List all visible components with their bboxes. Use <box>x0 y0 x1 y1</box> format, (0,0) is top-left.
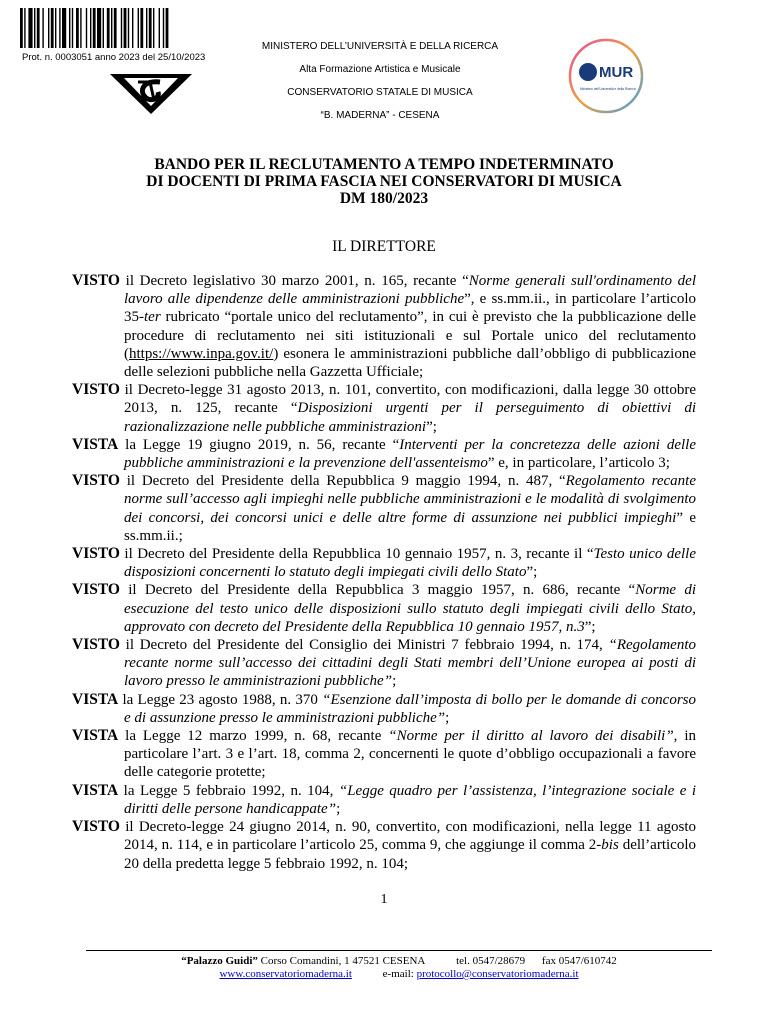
barcode-bar <box>138 8 139 48</box>
recital-text: Testo unico delle disposizioni concernenti lo statuto degli impiegati civili dello Stato <box>124 546 697 581</box>
footer-building: “Palazzo Guidi” <box>181 955 258 967</box>
recital-text: il Decreto-legge 31 agosto 2013, n. 101, convertito, con modificazioni, dalla legge 30 ottobre 2013, n. 125, recante “ <box>119 382 696 417</box>
barcode-bar <box>111 8 112 48</box>
recital-keyword: VISTO <box>72 545 120 563</box>
recital-text: ”; <box>526 564 538 581</box>
footer-divider <box>86 950 712 951</box>
recital-text: la Legge 23 agosto 1988, n. 370 <box>118 691 323 708</box>
recital-text: dell’articolo 20 della predetta legge 5 febbraio 1992, n. 104; <box>124 837 696 872</box>
recital-text: Norme generali sull'ordinamento del lavoro alle dipendenze delle amministrazioni pubbliche <box>124 273 696 308</box>
mur-logo <box>566 36 646 116</box>
footer-address: Corso Comandini, 1 47521 CESENA <box>260 955 426 967</box>
recital-paragraph <box>72 818 696 873</box>
barcode-bar <box>37 8 40 48</box>
barcode-bar <box>20 8 23 48</box>
barcode-bar <box>51 8 54 48</box>
document-body <box>72 272 696 873</box>
recital-text: la Legge 12 marzo 1999, n. 68, recante <box>118 728 389 745</box>
website-link[interactable]: www.conservatoriomaderna.it <box>219 968 352 980</box>
barcode-bar <box>121 8 122 48</box>
barcode-bar <box>48 8 49 48</box>
barcode-bar <box>72 8 73 48</box>
recital-text: il Decreto del Presidente del Consiglio dei Ministri 7 febbraio 1994, n. 174, <box>119 637 609 654</box>
conservatory-name-line: “B. MADERNA” - CESENA <box>320 110 440 121</box>
recital-keyword: VISTO <box>72 272 120 289</box>
barcode-bar <box>146 8 147 48</box>
recital-keyword: VISTA <box>72 435 119 453</box>
barcode-bar <box>34 8 35 48</box>
recital-paragraph <box>72 727 696 782</box>
recital-text: ” e, in particolare, l’articolo 3; <box>487 455 670 472</box>
mur-subtitle: Ministero dell’Università e della Ricerca <box>580 87 636 91</box>
recital-paragraph <box>72 272 696 381</box>
recital-text: ” e ss.mm.ii.; <box>124 509 696 544</box>
barcode-bar <box>166 8 169 48</box>
page-number: 1 <box>380 892 388 907</box>
recital-keyword: VISTO <box>72 818 120 836</box>
recital-text: Interventi per la concretezza delle azioni delle pubbliche amministrazioni e la prevenzione dell'assenteismo <box>124 436 697 472</box>
footer <box>86 955 712 981</box>
recital-text: ”, e ss.mm.ii., in particolare l’articolo 35- <box>124 291 696 326</box>
barcode-bar <box>69 8 70 48</box>
barcode-bar <box>86 8 87 48</box>
barcode-bar <box>90 8 91 48</box>
recital-paragraph <box>72 436 696 472</box>
recital-keyword: VISTO <box>72 472 120 490</box>
document-title <box>80 156 688 207</box>
barcode <box>20 8 220 48</box>
recital-paragraph <box>72 636 696 691</box>
barcode-bar <box>97 8 101 48</box>
recital-text: il Decreto legislativo 30 marzo 2001, n. 165, recante “ <box>119 273 469 289</box>
recital-text: ”; <box>584 618 596 635</box>
recital-text: , in particolare l’art. 3 e l’art. 18, comma 2, concernenti le quote d’obbligo occupazionali a favore delle categorie protette; <box>124 728 697 781</box>
barcode-bar <box>107 8 110 48</box>
recital-text: ; <box>392 673 397 690</box>
recital-text: “Regolamento recante norme sull’accesso dei cittadini degli Stati membri dell’Unione europea ai posti di lavoro presso le amministrazioni pubbliche” <box>124 637 696 690</box>
protocol-number: Prot. n. 0003051 anno 2023 del 25/10/2023 <box>22 52 206 63</box>
barcode-bar <box>124 8 127 48</box>
title-line: BANDO PER IL RECLUTAMENTO A TEMPO INDETERMINATO <box>154 156 614 173</box>
recital-text: rubricato “portale unico del reclutamento”, in cui è previsto che la pubblicazione delle procedure di reclutamento nei siti istituzionali e sul Portale unico del reclutamento ( <box>124 309 696 362</box>
recital-text: bis <box>601 837 619 854</box>
barcode-bar <box>80 8 81 48</box>
recital-text: Regolamento recante norme sull’accesso agli impieghi nelle pubbliche amministrazioni e le modalità di svolgimento dei concorsi, dei concorsi unici e delle altre forme di assunzione nei pubblici impieghi <box>124 473 696 526</box>
footer-tel: tel. 0547/28679 <box>456 955 526 967</box>
ministry-line: MINISTERO DELL’UNIVERSITÀ E DELLA RICERCA <box>261 41 499 52</box>
barcode-bar <box>93 8 96 48</box>
recital-paragraph <box>72 782 696 818</box>
recital-paragraph <box>72 581 696 636</box>
recital-text: Norme di esecuzione del testo unico delle disposizioni sullo statuto degli impiegati civili dello Stato, approvato con decreto del Presidente della Repubblica 10 gennaio 1957, n.3 <box>124 582 697 635</box>
recital-text: il Decreto del Presidente della Repubblica 9 maggio 1994, n. 487, “ <box>119 473 566 490</box>
recital-text: “Norme per il diritto al lavoro dei disabili” <box>388 728 674 745</box>
recital-keyword: VISTO <box>72 636 120 654</box>
barcode-bar <box>103 8 104 48</box>
barcode-bar <box>62 8 66 48</box>
barcode-bar <box>140 8 143 48</box>
recital-text: ”; <box>426 418 437 435</box>
barcode-bar <box>128 8 129 48</box>
recital-text: il Decreto del Presidente della Repubblica 10 gennaio 1957, n. 3, recante il “ <box>119 546 594 563</box>
recital-keyword: VISTO <box>72 581 120 599</box>
recital-paragraph <box>72 381 696 436</box>
recital-text: la Legge 5 febbraio 1992, n. 104, <box>118 782 339 799</box>
recital-keyword: VISTA <box>72 727 119 745</box>
title-line: DM 180/2023 <box>339 190 429 207</box>
recital-text: ; <box>336 800 341 817</box>
email-label: e-mail: <box>382 968 414 980</box>
afam-line: Alta Formazione Artistica e Musicale <box>299 64 461 75</box>
recital-text: il Decreto del Presidente della Repubblica 3 maggio 1957, n. 686, recante “ <box>119 582 636 599</box>
recital-keyword: VISTA <box>72 781 119 799</box>
recital-keyword: VISTA <box>72 690 119 708</box>
barcode-bar <box>153 8 154 48</box>
barcode-bar <box>132 8 133 48</box>
recital-text: la Legge 19 giugno 2019, n. 56, recante “ <box>118 436 400 453</box>
title-line: DI DOCENTI DI PRIMA FASCIA NEI CONSERVATORI DI MUSICA <box>146 173 622 190</box>
barcode-bar <box>159 8 160 48</box>
recital-paragraph <box>72 545 696 581</box>
inpa-link[interactable]: https://www.inpa.gov.it/ <box>129 345 274 362</box>
conservatory-logo <box>108 70 194 116</box>
barcode-bar <box>149 8 152 48</box>
barcode-bar <box>59 8 60 48</box>
barcode-bar <box>114 8 117 48</box>
footer-fax: fax 0547/610742 <box>541 955 617 967</box>
institution-header <box>230 40 530 132</box>
recital-text: “Legge quadro per l’assistenza, l’integrazione sociale e i diritti delle persone handicappate” <box>124 782 697 817</box>
barcode-bar <box>163 8 164 48</box>
barcode-bar <box>42 8 43 48</box>
recital-keyword: VISTO <box>72 381 120 399</box>
recital-text: Disposizioni urgenti per il perseguimento di obiettivi di razionalizzazione nelle pubbliche amministrazioni <box>124 400 697 435</box>
barcode-bar <box>55 8 56 48</box>
recital-text: ter <box>144 309 161 326</box>
conservatory-line: CONSERVATORIO STATALE DI MUSICA <box>287 87 473 98</box>
recital-text: ) esonera le amministrazioni pubbliche dall’obbligo di pubblicazione delle selezioni pubbliche nella Gazzetta Ufficiale; <box>124 345 696 381</box>
director-heading: IL DIRETTORE <box>332 238 436 255</box>
mur-text: MUR <box>599 64 634 81</box>
recital-text: il Decreto-legge 24 giugno 2014, n. 90, convertito, con modificazioni, nella legge 11 agosto 2014, n. 114, e in particolare l’articolo 25, comma 9, che aggiunge il comma 2- <box>119 819 696 854</box>
barcode-bar <box>28 8 32 48</box>
email-link[interactable]: protocollo@conservatoriomaderna.it <box>416 968 579 980</box>
barcode-bar <box>76 8 79 48</box>
recital-text: ; <box>445 709 450 726</box>
recital-text: “Esenzione dall’imposta di bollo per le domande di concorso e di assunzione presso le amministrazioni pubbliche” <box>124 691 697 726</box>
recital-paragraph <box>72 472 696 545</box>
barcode-bar <box>24 8 25 48</box>
recital-paragraph <box>72 691 696 727</box>
